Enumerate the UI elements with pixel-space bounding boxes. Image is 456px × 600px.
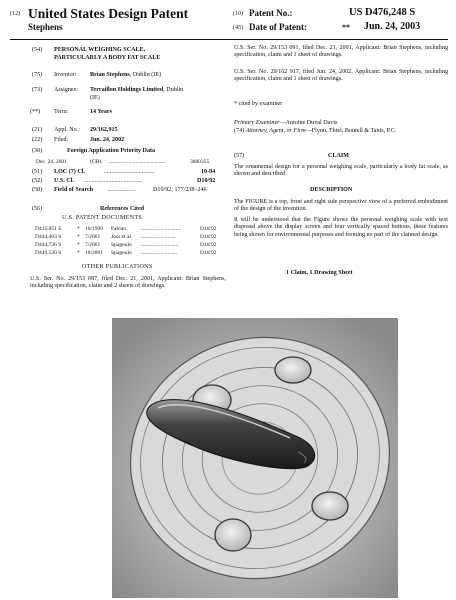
assignee-label: Assignee: — [54, 87, 79, 93]
inventor-place: , Dublin (IE) — [129, 72, 162, 78]
title-code: (54) — [32, 47, 43, 53]
field-search-code: (58) — [32, 187, 43, 193]
inventor-code: (75) — [32, 72, 43, 78]
term-value: 14 Years — [90, 109, 112, 115]
cited-doc-flag: * — [77, 226, 80, 232]
filed-label: Filed: — [54, 137, 69, 143]
attorney-code: (74) — [234, 128, 246, 134]
assignee-country: (IE) — [90, 95, 100, 101]
cited-doc-applicant: Spagnolo — [111, 250, 132, 256]
appl-label: Appl. No.: — [54, 127, 80, 133]
description-paragraph-1: The FIGURE is a top, front and right side perspective view of a preferred embodiment of the design of the invention. — [234, 199, 448, 213]
title-line-1: PERSONAL WEIGHING SCALE, — [54, 47, 146, 53]
code-12: (12) — [10, 11, 21, 17]
inventor-surname: Stephens — [28, 22, 63, 32]
foreign-date: Dec. 24, 2001 — [36, 159, 67, 165]
other-publication-2: U.S. Ser. No. 29/162 917, filed Jun. 24, 2002, Applicant: Brian Stephens, including specification, claim and 1 sheet of drawings. — [234, 69, 448, 83]
assignee-place: , Dublin — [163, 87, 184, 93]
assignee-value — [90, 87, 183, 94]
cited-doc-applicant: Joss et al. — [111, 234, 133, 240]
foreign-country: (GB) — [90, 159, 102, 165]
assignee-name: Terraillon Holdings Limited — [90, 87, 164, 93]
loc-dots: ................................. — [104, 169, 155, 175]
patent-date: Jun. 24, 2003 — [364, 21, 421, 32]
appl-value: 29/162,915 — [90, 127, 118, 133]
assignee-code: (73) — [32, 87, 43, 93]
cited-by-examiner-note: * cited by examiner — [234, 101, 283, 107]
cited-doc-number: D415,051 S — [35, 226, 62, 232]
foreign-number: 3000355 — [190, 159, 210, 165]
cited-doc-applicant: Spagnolo — [111, 242, 132, 248]
foreign-code: (30) — [32, 148, 43, 154]
header — [0, 0, 456, 40]
primary-examiner-name: —Antoine Duval Davis — [279, 120, 338, 126]
title-line-2: PARTICULARLY A BODY FAT SCALE — [54, 55, 161, 61]
attorney-firm: —Flynn, Thiel, Boutell & Tanis, P.C. — [305, 128, 397, 134]
description-paragraph-2: It will be understood that the Figure shows the personal weighing scale with text disposed above the display screen and four vertically spaced buttons, these features being shown for environmental purposes and forming no part of the claimed design. — [234, 217, 448, 238]
cited-doc-applicant: Fabian — [111, 226, 126, 232]
cited-doc-number: D444,726 S — [35, 242, 62, 248]
patent-no-label: Patent No.: — [249, 8, 293, 18]
us-cl-value: D10/92 — [197, 178, 216, 184]
patent-type: United States Design Patent — [28, 6, 189, 21]
date-label: Date of Patent: — [249, 22, 307, 32]
cited-doc-class: D10/92 — [200, 234, 217, 240]
description-title: DESCRIPTION — [310, 187, 353, 193]
us-cl-code: (52) — [32, 178, 43, 184]
term-code: (**) — [30, 109, 41, 115]
loc-value: 10-04 — [201, 169, 216, 175]
cited-doc-date: 7/2001 — [85, 234, 101, 240]
header-rule — [10, 39, 448, 40]
attorney-agent — [234, 128, 448, 135]
loc-label: LOC (7) Cl. — [54, 169, 85, 175]
claims-sheets-count: 1 Claim, 1 Drawing Sheet — [286, 270, 353, 276]
cited-doc-flag: * — [77, 242, 80, 248]
cited-doc-number: D449,530 S — [35, 250, 62, 256]
cited-doc-class: D10/92 — [200, 226, 217, 232]
cited-doc-dots: .......................... — [140, 234, 176, 240]
cited-doc-dots: ........................... — [140, 250, 178, 256]
field-search-dots: ................... — [107, 187, 136, 193]
other-publication-1: U.S. Ser. No. 29/153 091, filed Dec. 21, 2001, Applicant: Brian Stephens, including specification, claim and 1 sheet of drawings. — [234, 45, 448, 59]
cited-doc-date: 10/2001 — [85, 250, 104, 256]
cited-doc-flag: * — [77, 234, 80, 240]
field-search-value: D10/92; 177/238–246 — [153, 187, 207, 193]
filed-code: (22) — [32, 137, 43, 143]
patent-number: US D476,248 S — [349, 7, 416, 18]
cited-doc-flag: * — [77, 250, 80, 256]
cited-doc-date: 10/1999 — [85, 226, 104, 232]
references-title: References Cited — [100, 206, 145, 212]
us-docs-title: U.S. PATENT DOCUMENTS — [62, 215, 143, 221]
loc-code: (51) — [32, 169, 43, 175]
inventor-value — [90, 72, 161, 79]
electrode-plate-bottom-left — [215, 519, 251, 551]
electrode-plate-top-right — [275, 357, 311, 383]
cited-doc-date: 7/2001 — [85, 242, 101, 248]
cited-doc-dots: .............................. — [140, 226, 182, 232]
term-label: Term: — [54, 109, 69, 115]
claim-code: (57) — [234, 153, 245, 159]
primary-examiner-label: Primary Examiner — [234, 120, 280, 126]
claim-title: CLAIM — [328, 153, 349, 159]
primary-examiner — [234, 120, 337, 127]
foreign-dots: .......................................... — [108, 159, 166, 165]
filed-value: Jun. 24, 2002 — [90, 137, 125, 143]
references-code: (56) — [32, 206, 43, 212]
cited-doc-class: D10/92 — [200, 250, 217, 256]
cited-doc-number: D444,403 S — [35, 234, 62, 240]
date-mark: ** — [342, 23, 350, 32]
other-publication-left: U.S. Ser. No. 29/153 087, filed Dec. 21, 2001, Applicant: Brian Stephens, including specification, claim and 2 sheets of drawings. — [30, 276, 226, 290]
us-cl-label: U.S. Cl. — [54, 178, 74, 184]
foreign-label: Foreign Application Priority Data — [67, 148, 156, 154]
code-10: (10) — [233, 11, 244, 17]
field-search-label: Field of Search — [54, 187, 94, 193]
cited-doc-dots: ............................ — [140, 242, 179, 248]
other-publications-title: OTHER PUBLICATIONS — [82, 264, 153, 270]
attorney-label: Attorney, Agent, or Firm — [245, 128, 306, 134]
cited-doc-class: D10/92 — [200, 242, 217, 248]
claim-text: The ornamental design for a personal weighing scale, particularly a body fat scale, as shown and described. — [234, 164, 448, 178]
code-45: (45) — [233, 25, 244, 31]
us-cl-dots: ...................................... — [84, 178, 142, 184]
electrode-plate-bottom-right — [312, 492, 348, 520]
inventor-label: Inventor: — [54, 72, 77, 78]
appl-code: (21) — [32, 127, 43, 133]
scale-drawing — [110, 288, 400, 600]
inventor-name: Brian Stephens — [90, 72, 130, 78]
